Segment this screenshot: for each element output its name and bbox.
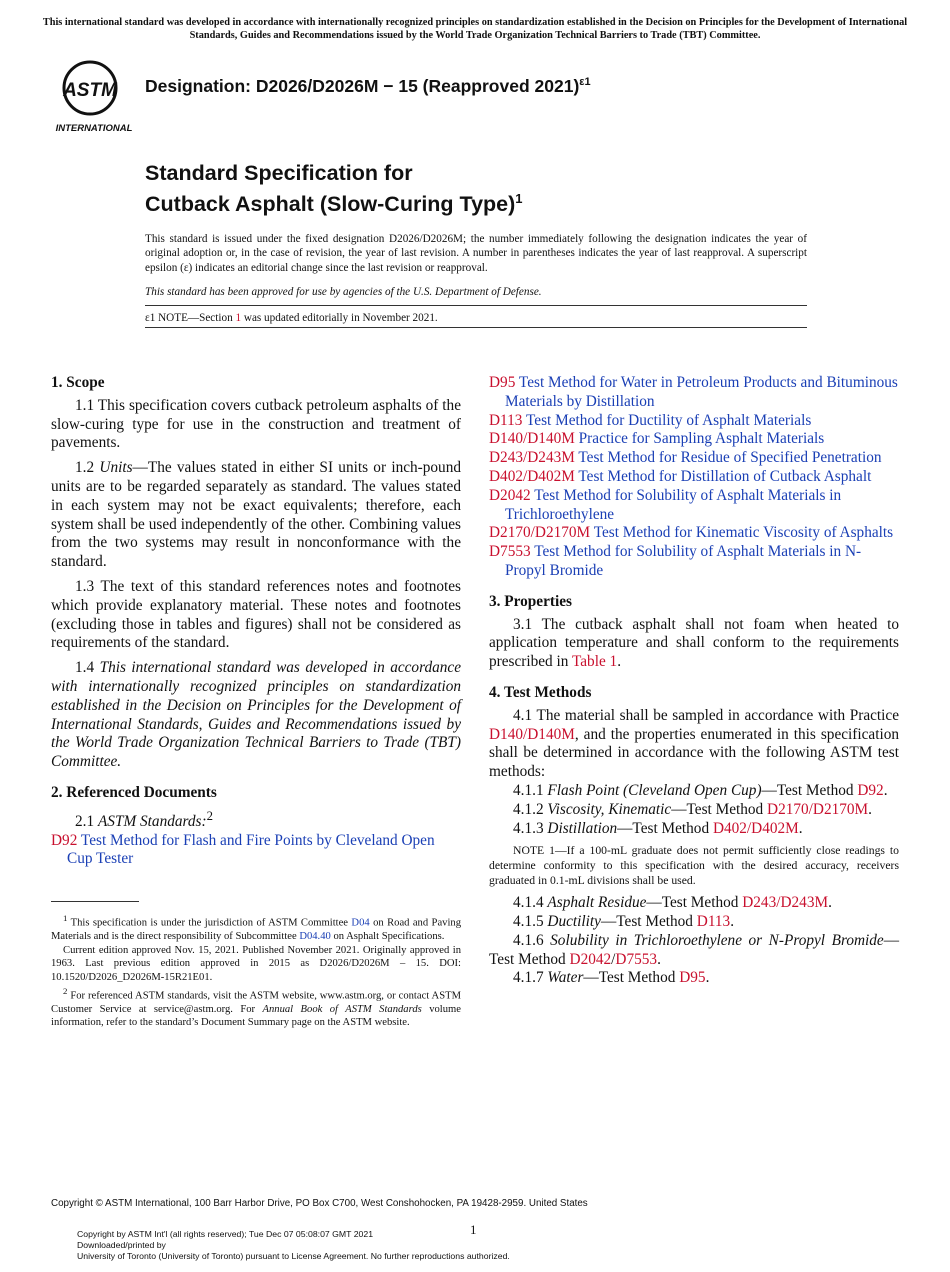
item-num: 4.1.2 bbox=[513, 800, 548, 818]
para-1-2 bbox=[51, 459, 461, 572]
footnote-2-book-title: Annual Book of ASTM Standards bbox=[262, 1003, 422, 1015]
footnote-1-text-c: on Asphalt Specifications. bbox=[330, 931, 445, 943]
title-footnote-marker: 1 bbox=[515, 191, 523, 206]
left-column bbox=[51, 374, 461, 869]
note-1: NOTE 1—If a 100-mL graduate does not permit sufficiently close readings to determine conformity to this specification with the desired accuracy, receivers graduated in 0.1-mL divisions shall be used. bbox=[489, 844, 899, 887]
section-1-heading: 1. Scope bbox=[51, 374, 105, 391]
para-4-1-6 bbox=[489, 932, 899, 970]
ref-code[interactable]: D140/D140M bbox=[489, 430, 575, 448]
title-line-1: Standard Specification for bbox=[145, 161, 413, 185]
logo-word: INTERNATIONAL bbox=[55, 123, 133, 134]
para-1-1: 1.1 This specification covers cutback petroleum asphalts of the slow-curing type for use in the construction and treatment of pavements. bbox=[51, 396, 461, 452]
item-text: —Test Method bbox=[489, 931, 900, 968]
item-text: —Test Method bbox=[583, 969, 680, 987]
ref-item-d7553[interactable] bbox=[489, 543, 899, 581]
item-num: 4.1.6 bbox=[513, 931, 551, 949]
footnote-1-text-a: This specification is under the jurisdiction of ASTM Committee bbox=[67, 917, 352, 929]
download-notice bbox=[77, 1229, 510, 1262]
ref-title[interactable]: Test Method for Solubility of Asphalt Materials in N-Propyl Bromide bbox=[505, 543, 862, 579]
editorial-note bbox=[145, 312, 438, 324]
para-1-4-num: 1.4 bbox=[75, 659, 100, 677]
para-1-2-num: 1.2 bbox=[75, 459, 100, 477]
para-2-1-num: 2.1 bbox=[75, 812, 98, 830]
table-1-link[interactable]: Table 1 bbox=[571, 653, 618, 671]
designation-text: Designation: D2026/D2026M − 15 (Reapproved 2021) bbox=[145, 76, 580, 96]
item-end: . bbox=[730, 912, 735, 930]
item-end: . bbox=[798, 819, 803, 837]
item-link[interactable]: D113 bbox=[696, 912, 731, 930]
item-text: —Test Method bbox=[617, 819, 713, 837]
item-text: —Test Method bbox=[600, 912, 697, 930]
ref-code[interactable]: D7553 bbox=[489, 543, 531, 561]
item-link[interactable]: D95 bbox=[679, 969, 706, 987]
item-term: Viscosity, Kinematic bbox=[547, 800, 672, 818]
footnote-2-text-b: volume information, refer to the standard’s Document Summary page on the ASTM website. bbox=[51, 1003, 461, 1029]
para-3-1 bbox=[489, 616, 899, 672]
item-text: —Test Method bbox=[761, 781, 858, 799]
para-2-1-footnote-marker: 2 bbox=[206, 808, 213, 823]
defense-approval: This standard has been approved for use by agencies of the U.S. Department of Defense. bbox=[145, 286, 542, 298]
para-1-2-term: Units bbox=[99, 459, 133, 477]
ref-item-d95[interactable] bbox=[489, 374, 899, 412]
editorial-note-post: was updated editorially in November 2021. bbox=[241, 312, 438, 324]
item-num: 4.1.5 bbox=[513, 912, 548, 930]
para-4-1-4 bbox=[489, 894, 899, 913]
item-num: 4.1.1 bbox=[513, 781, 548, 799]
para-3-1-end: . bbox=[617, 653, 622, 671]
item-term: Solubility in Trichloroethylene or N-Propyl Bromide bbox=[550, 931, 884, 949]
para-4-1 bbox=[489, 707, 899, 782]
item-separator: / bbox=[611, 950, 616, 968]
ref-item-d243[interactable] bbox=[489, 449, 899, 468]
para-4-1-2 bbox=[489, 801, 899, 820]
ref-item-d140[interactable] bbox=[489, 430, 899, 449]
section-2-heading: 2. Referenced Documents bbox=[51, 783, 217, 801]
para-2-1-term: ASTM Standards: bbox=[97, 812, 207, 830]
ref-title[interactable]: Test Method for Solubility of Asphalt Materials in Trichloroethylene bbox=[505, 486, 842, 523]
download-line-3: University of Toronto (University of Toronto) pursuant to License Agreement. No further reproductions authorized. bbox=[77, 1251, 510, 1261]
ref-code[interactable]: D95 bbox=[489, 374, 516, 391]
astm-logo bbox=[52, 58, 136, 134]
footnote-2-text-a: For referenced ASTM standards, visit the ASTM website, www.astm.org, or contact ASTM Customer Service at service@astm.org. For bbox=[51, 990, 461, 1015]
ref-item-d92[interactable] bbox=[51, 832, 461, 870]
item-end: . bbox=[657, 950, 661, 968]
item-link[interactable]: D243/D243M bbox=[742, 894, 829, 912]
section-4-heading: 4. Test Methods bbox=[489, 683, 592, 701]
committee-d04-link[interactable]: D04 bbox=[351, 917, 370, 929]
item-text: —Test Method bbox=[646, 894, 743, 912]
designation-epsilon: ε1 bbox=[579, 76, 591, 89]
item-end: . bbox=[705, 969, 710, 987]
subcommittee-d0440-link[interactable]: D04.40 bbox=[299, 931, 331, 943]
ref-item-d2170[interactable] bbox=[489, 524, 899, 543]
d140-link[interactable]: D140/D140M bbox=[489, 725, 575, 743]
download-line-1: Copyright by ASTM Int'l (all rights reserved); Tue Dec 07 05:08:07 GMT 2021 bbox=[77, 1229, 374, 1239]
item-term: Water bbox=[547, 969, 584, 987]
copyright-line: Copyright © ASTM International, 100 Barr Harbor Drive, PO Box C700, West Conshohocken, PA 19428-2959. United States bbox=[51, 1198, 588, 1209]
ref-title[interactable]: Test Method for Flash and Fire Points by Cleveland Open Cup Tester bbox=[67, 831, 435, 868]
para-4-1-3 bbox=[489, 820, 899, 839]
page-number: 1 bbox=[470, 1222, 477, 1237]
ref-title[interactable]: Test Method for Water in Petroleum Products and Bituminous Materials by Distillation bbox=[505, 374, 898, 410]
ref-item-d402[interactable] bbox=[489, 468, 899, 487]
title-line-2: Cutback Asphalt (Slow-Curing Type) bbox=[145, 192, 516, 217]
item-link-2[interactable]: D7553 bbox=[615, 950, 658, 968]
item-num: 4.1.4 bbox=[513, 894, 548, 912]
ref-title[interactable]: Test Method for Residue of Specified Penetration bbox=[578, 449, 882, 467]
para-4-1-text-b: , and the properties enumerated in this specification shall be determined in accordance with the following ASTM test methods: bbox=[489, 725, 899, 781]
item-num: 4.1.7 bbox=[513, 969, 548, 987]
ref-code[interactable]: D113 bbox=[489, 411, 523, 429]
issuance-statement: This standard is issued under the fixed designation D2026/D2026M; the number immediately following the designation indicates the year of original adoption or, in the case of revision, the year of last revision. A number in parentheses indicates the year of last reapproval. A superscript epsilon (ε) indicates an editorial change since the last revision or reapproval. bbox=[145, 233, 807, 274]
para-4-1-text-a: 4.1 The material shall be sampled in accordance with Practice bbox=[513, 706, 899, 724]
item-num: 4.1.3 bbox=[513, 819, 548, 837]
logo-mark: ASTM bbox=[63, 80, 117, 101]
editorial-note-pre: NOTE—Section bbox=[155, 312, 236, 324]
ref-title[interactable]: Test Method for Kinematic Viscosity of Asphalts bbox=[593, 524, 894, 542]
para-1-4-text: This international standard was developed in accordance with internationally recognized principles on standardization established in the Decision on Principles for the Development of International Standards, Guides and Recommendations issued by the World Trade Organization Technical Barriers to Trade (TBT) Committee. bbox=[51, 659, 461, 771]
ref-item-d2042[interactable] bbox=[489, 487, 899, 525]
item-term: Distillation bbox=[547, 819, 618, 837]
para-3-1-text: 3.1 The cutback asphalt shall not foam when heated to application temperature and shall conform to the requirements prescribed in bbox=[489, 615, 899, 671]
footnote-2 bbox=[51, 985, 461, 1030]
item-term: Asphalt Residue bbox=[547, 894, 647, 912]
item-link[interactable]: D2042 bbox=[569, 950, 612, 968]
header-rule-bottom bbox=[145, 327, 807, 328]
footnote-1-edition: Current edition approved Nov. 15, 2021. Published November 2021. Originally approved in 1963. Last previous edition approved in 2015 as D2026/D2026M – 15. DOI: 10.1520/D2026_D2026M-15R21E01. bbox=[51, 944, 461, 983]
item-end: . bbox=[828, 894, 832, 912]
document-title bbox=[145, 160, 523, 217]
item-link[interactable]: D92 bbox=[857, 781, 884, 799]
ref-code[interactable]: D2042 bbox=[489, 486, 531, 504]
ref-title[interactable]: Test Method for Distillation of Cutback Asphalt bbox=[578, 467, 872, 485]
item-end: . bbox=[883, 781, 888, 799]
ref-code[interactable]: D2170/D2170M bbox=[489, 524, 591, 542]
para-4-1-5 bbox=[489, 913, 899, 932]
para-4-1-1 bbox=[489, 782, 899, 801]
para-4-1-7 bbox=[489, 969, 899, 988]
item-term: Flash Point (Cleveland Open Cup) bbox=[547, 781, 762, 799]
footnote-1-marker: 1 bbox=[63, 913, 68, 923]
designation bbox=[145, 76, 591, 97]
footnote-2-marker: 2 bbox=[63, 985, 68, 996]
item-link[interactable]: D2170/D2170M bbox=[767, 800, 869, 818]
download-line-2: Downloaded/printed by bbox=[77, 1240, 166, 1250]
footnotes bbox=[51, 912, 461, 1030]
ref-item-d113[interactable] bbox=[489, 412, 899, 431]
para-2-1 bbox=[51, 807, 461, 832]
ref-title[interactable]: Test Method for Ductility of Asphalt Materials bbox=[526, 411, 812, 429]
para-1-2-text: —The values stated in either SI units or inch-pound units are to be regarded separately as standard. The values stated in each system may not be exact equivalents; therefore, each system shall be used independently of the other. Combining values from the two systems may result in nonconformance with the standard. bbox=[51, 459, 461, 571]
editorial-epsilon: ε1 bbox=[145, 312, 156, 324]
para-1-3: 1.3 The text of this standard references notes and footnotes which provide explanatory material. These notes and footnotes (excluding those in tables and figures) shall not be considered as requirements of the standard. bbox=[51, 577, 461, 652]
ref-title[interactable]: Practice for Sampling Asphalt Materials bbox=[578, 430, 825, 448]
footnote-1-text-b: on Road and Paving Materials and is the direct responsibility of Subcommittee bbox=[51, 917, 461, 943]
ref-code[interactable]: D243/D243M bbox=[489, 449, 575, 467]
ref-code[interactable]: D402/D402M bbox=[489, 467, 575, 485]
item-end: . bbox=[868, 800, 872, 818]
editorial-section-link[interactable]: 1 bbox=[235, 312, 242, 324]
right-column bbox=[489, 374, 899, 988]
section-3-heading: 3. Properties bbox=[489, 592, 572, 610]
item-term: Ductility bbox=[547, 912, 601, 930]
footnote-rule bbox=[51, 901, 139, 902]
footnote-1 bbox=[51, 912, 461, 944]
item-text: —Test Method bbox=[671, 800, 768, 818]
header-rule-top bbox=[145, 305, 807, 306]
wto-banner: This international standard was developed in accordance with internationally recognized principles on standardization established in the Decision on Principles for the Development of International Standards, Guides and Recommendations issued by the World Trade Organization Technical Barriers to Trade (TBT) Committee. bbox=[42, 17, 908, 41]
ref-code[interactable]: D92 bbox=[51, 831, 78, 849]
item-link[interactable]: D402/D402M bbox=[712, 819, 799, 837]
para-1-4 bbox=[51, 659, 461, 772]
